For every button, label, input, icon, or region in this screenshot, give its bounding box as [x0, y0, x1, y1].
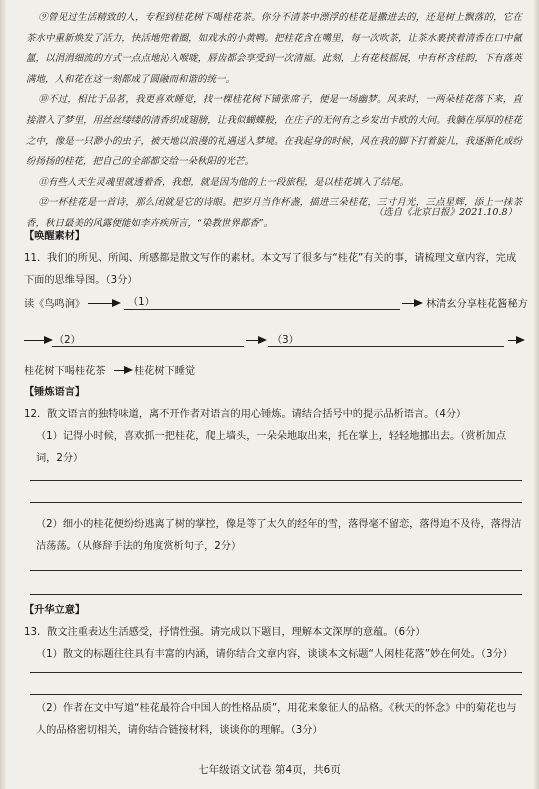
question-13-2-block — [24, 698, 522, 742]
flow-arrow-3-head — [44, 336, 53, 344]
question-13-2: （2）作者在文中写道“桂花最符合中国人的性格品质”，用花来象征人的品格。《秋天的怀念》中的菊花也与人的品格密切相关，请你结合链接材料，谈谈你的理解。（3分） — [36, 703, 517, 736]
flow-start-label: 读《鸟鸣涧》 — [24, 299, 86, 310]
section-awaken-materials — [24, 226, 522, 292]
answer-line[interactable] — [30, 480, 522, 481]
section-sublimate-theme — [24, 600, 522, 666]
flow-arrow-2-head — [414, 299, 423, 307]
flow-arrow-4-head — [258, 336, 267, 344]
flow-mid-label: 林清玄分享桂花酱秘方 — [426, 299, 528, 310]
reading-passage — [26, 8, 522, 235]
answer-line[interactable] — [30, 570, 522, 571]
flow-end-label: 桂花树下喝桂花茶 — [24, 366, 106, 377]
section-heading: 【唤醒素材】 — [24, 231, 86, 242]
question-13: 13．散文注重表达生活感受，抒情性强。请完成以下题目，理解本文深厚的意蕴。（6分） — [24, 627, 426, 638]
passage-source: （选自《北京日报》2021.10.8） — [373, 207, 517, 218]
flow-blank-3[interactable] — [268, 346, 504, 347]
question-13-1: （1）散文的标题往往具有丰富的内涵，请你结合文章内容，谈谈本文标题“人闲桂花落”妙在何处。（3分） — [36, 649, 513, 660]
flow-blank-3-label: （3） — [272, 335, 299, 346]
question-12: 12．散文语言的独特味道，离不开作者对语言的用心锤炼。请结合括号中的提示品析语言。（4分） — [24, 409, 467, 420]
section-heading: 【锤炼语言】 — [24, 387, 86, 398]
section-heading: 【升华立意】 — [24, 605, 86, 616]
passage-paragraph-9: ⑨曾见过生活精致的人，专程到桂花树下喝桂花茶。你分不清茶中漂浮的桂花是撒进去的，还是树上飘落的，它在茶水中重新焕发了活力，快活地兜着圈，如戏水的小黄鸭。把桂花含在嘴里，每一次吹茶，让茶水裹挟着清香在口中氤氲，以涓涓细流的方式一点点地沁入喉咙，唇齿都会享受到一次清福。此刻，上有花枝摇展，中有杯含桂韵，下有落英满地，人和花在这一刻都成了圆融而和谐的统一。 — [26, 12, 522, 85]
page-edge-right — [533, 0, 539, 789]
question-12-2: （2）细小的桂花便纷纷逃离了树的掌控，像是等了太久的经年的雪，落得毫不留恋，落得迫不及待，落得洁洁荡荡。（从修辞手法的角度赏析句子，2分） — [36, 519, 522, 552]
question-12-1: （1）记得小时候，喜欢抓一把桂花，爬上墙头，一朵朵地取出来，托在掌上，轻轻地挪出去。（赏析加点词，2分） — [36, 431, 507, 464]
question-11: 11．我们的所见、所闻、所感都是散文写作的素材。本文写了很多与“桂花”有关的事，请梳理文章内容，完成下面的思维导图。（3分） — [24, 253, 517, 286]
flow-arrow-1 — [88, 303, 114, 304]
section-refine-language — [24, 382, 522, 470]
answer-line[interactable] — [30, 594, 522, 595]
flow-blank-2-label: （2） — [54, 335, 81, 346]
flow-arrow-3 — [24, 340, 46, 341]
flow-blank-2[interactable] — [52, 346, 244, 347]
flow-arrow-6-head — [124, 366, 133, 374]
passage-paragraph-10: ⑩不过，相比于品茗，我更喜欢睡觉，找一棵桂花树下铺张席子，便是一场幽梦。风来时，一两朵桂花落下来，直接潜入了梦里，用丝丝缕缕的清香织成翅膀，让我似蝴蝶般，在庄子的无何有之乡发出卡欧的大问。我躺在厚厚的桂花之中，像是一只渺小的虫子，被天地以浪漫的礼遇送入梦境。在我起身的时候，风在我的脚下打着旋儿，我逐渐化成纷纷扬扬的桂花，把自己的全部都交给一朵秋阳的光芒。 — [26, 94, 522, 168]
page-footer: 七年级语文试卷 第4页，共6页 — [198, 764, 341, 776]
flow-arrow-5-head — [516, 336, 525, 344]
flow-blank-1-label: （1） — [128, 297, 155, 308]
flow-final-label: 桂花树下睡觉 — [134, 366, 196, 377]
page-edge-left — [0, 0, 6, 789]
question-12-2-block — [24, 514, 522, 558]
passage-paragraph-11: ⑪有些人天生灵魂里就透着香，我想，就是因为他的上一段旅程，是以桂花填入了结尾。 — [38, 176, 409, 188]
flow-blank-1[interactable] — [124, 309, 400, 310]
answer-line[interactable] — [30, 694, 522, 695]
flow-arrow-1-head — [112, 299, 121, 307]
answer-line[interactable] — [30, 672, 522, 673]
answer-line[interactable] — [30, 502, 522, 503]
passage-paragraph-12: ⑫一杯桂花是一首诗，那么闭就是它的诗眼。把岁月当作杯盏，描进三朵桂花，三寸月光，三点星辉，添上一抹茶香，秋日最美的风露便能如李卉疾所言，“染教世界都香”。 — [26, 197, 522, 229]
